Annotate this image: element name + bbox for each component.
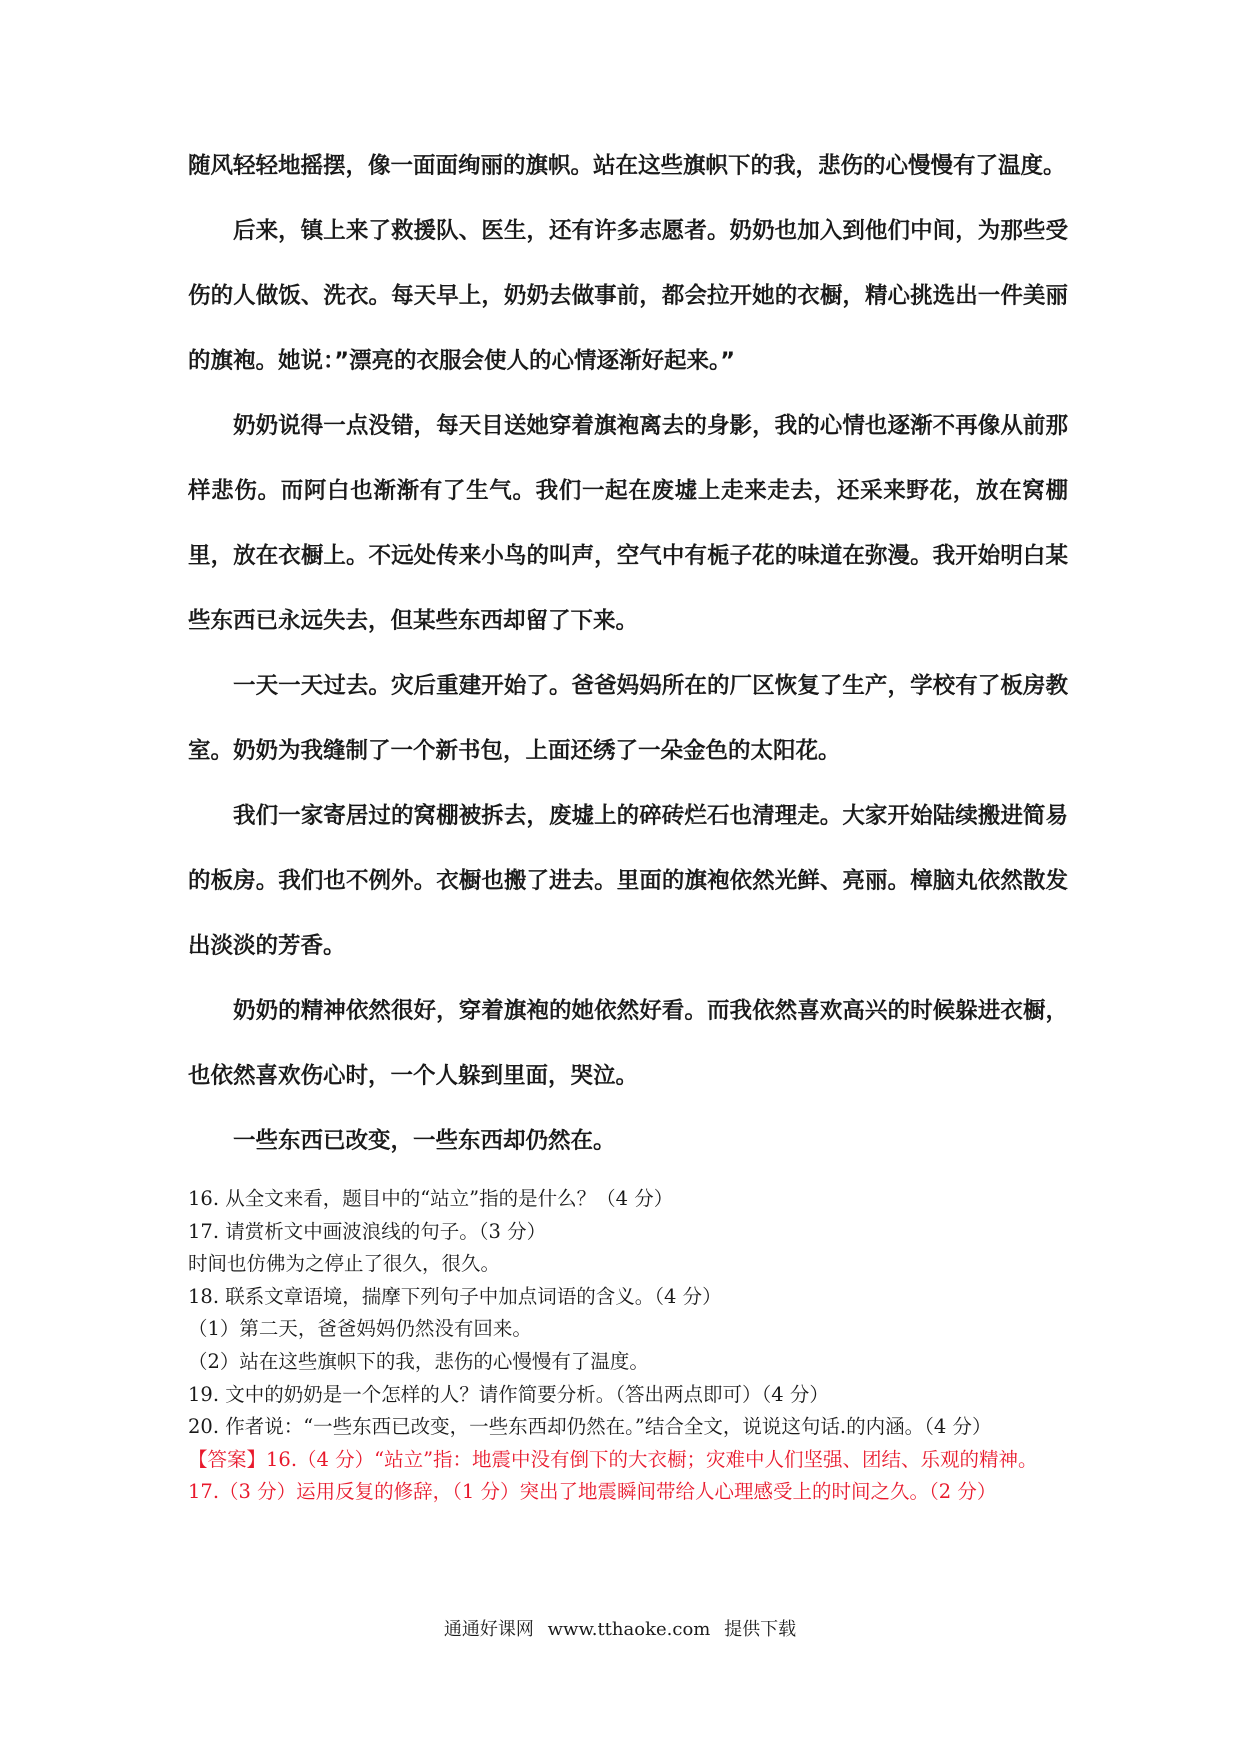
story-paragraph: 一天一天过去。灾后重建开始了。爸爸妈妈所在的厂区恢复了生产，学校有了板房教室。奶奶为我缝制了一个新书包，上面还绣了一朵金色的太阳花。 [188, 673, 1068, 764]
answer-17: 17.（3 分）运用反复的修辞，（1 分）突出了地震瞬间带给人心理感受上的时间之久。（2 分） [188, 1480, 997, 1504]
answer-16: 【答案】16.（4 分）“站立”指：地震中没有倒下的大衣橱；灾难中人们坚强、团结、乐观的精神。 [188, 1447, 1038, 1471]
story-paragraph: 随风轻轻地摇摆，像一面面绚丽的旗帜。站在这些旗帜下的我，悲伤的心慢慢有了温度。 [188, 153, 1066, 179]
footer-suffix: 提供下载 [724, 1619, 797, 1640]
question-18-item-1: （1）第二天，爸爸妈妈仍然没有回来。 [188, 1317, 532, 1341]
story-paragraph: 奶奶的精神依然很好，穿着旗袍的她依然好看。而我依然喜欢高兴的时候躲进衣橱，也依然喜欢伤心时，一个人躲到里面，哭泣。 [188, 998, 1068, 1089]
question-16: 16. 从全文来看，题目中的“站立”指的是什么？（4 分） [188, 1187, 674, 1210]
page-footer [0, 1615, 1240, 1641]
story-paragraph: 一些东西已改变，一些东西却仍然在。 [233, 1128, 616, 1154]
questions-section [188, 1183, 1068, 1509]
question-17-sentence: 时间也仿佛为之停止了很久，很久。 [188, 1252, 501, 1276]
story-text [188, 134, 1068, 1174]
question-19: 19. 文中的奶奶是一个怎样的人？请作简要分析。（答出两点即可）（4 分） [188, 1382, 829, 1406]
question-18: 18. 联系文章语境，揣摩下列句子中加点词语的含义。（4 分） [188, 1284, 722, 1308]
question-17: 17. 请赏析文中画波浪线的句子。（3 分） [188, 1219, 547, 1243]
footer-url[interactable]: www.tthaoke.com [547, 1619, 711, 1640]
question-18-item-2: （2）站在这些旗帜下的我，悲伤的心慢慢有了温度。 [188, 1349, 649, 1373]
story-paragraph: 我们一家寄居过的窝棚被拆去，废墟上的碎砖烂石也清理走。大家开始陆续搬进简易的板房。我们也不例外。衣橱也搬了进去。里面的旗袍依然光鲜、亮丽。樟脑丸依然散发出淡淡的芳香。 [188, 803, 1068, 959]
story-paragraph: 奶奶说得一点没错，每天目送她穿着旗袍离去的身影，我的心情也逐渐不再像从前那样悲伤。而阿白也渐渐有了生气。我们一起在废墟上走来走去，还采来野花，放在窝棚里，放在衣橱上。不远处传来小鸟的叫声，空气中有栀子花的味道在弥漫。我开始明白某些东西已永远失去，但某些东西却留了下来。 [188, 413, 1068, 634]
footer-site-name: 通通好课网 [443, 1619, 534, 1640]
question-20: 20. 作者说：“一些东西已改变，一些东西却仍然在。”结合全文，说说这句话.的内涵。（4 分） [188, 1415, 992, 1439]
story-paragraph: 后来，镇上来了救援队、医生，还有许多志愿者。奶奶也加入到他们中间，为那些受伤的人做饭、洗衣。每天早上，奶奶去做事前，都会拉开她的衣橱，精心挑选出一件美丽的旗袍。她说：”漂亮的衣服会使人的心情逐渐好起来。” [188, 218, 1068, 374]
